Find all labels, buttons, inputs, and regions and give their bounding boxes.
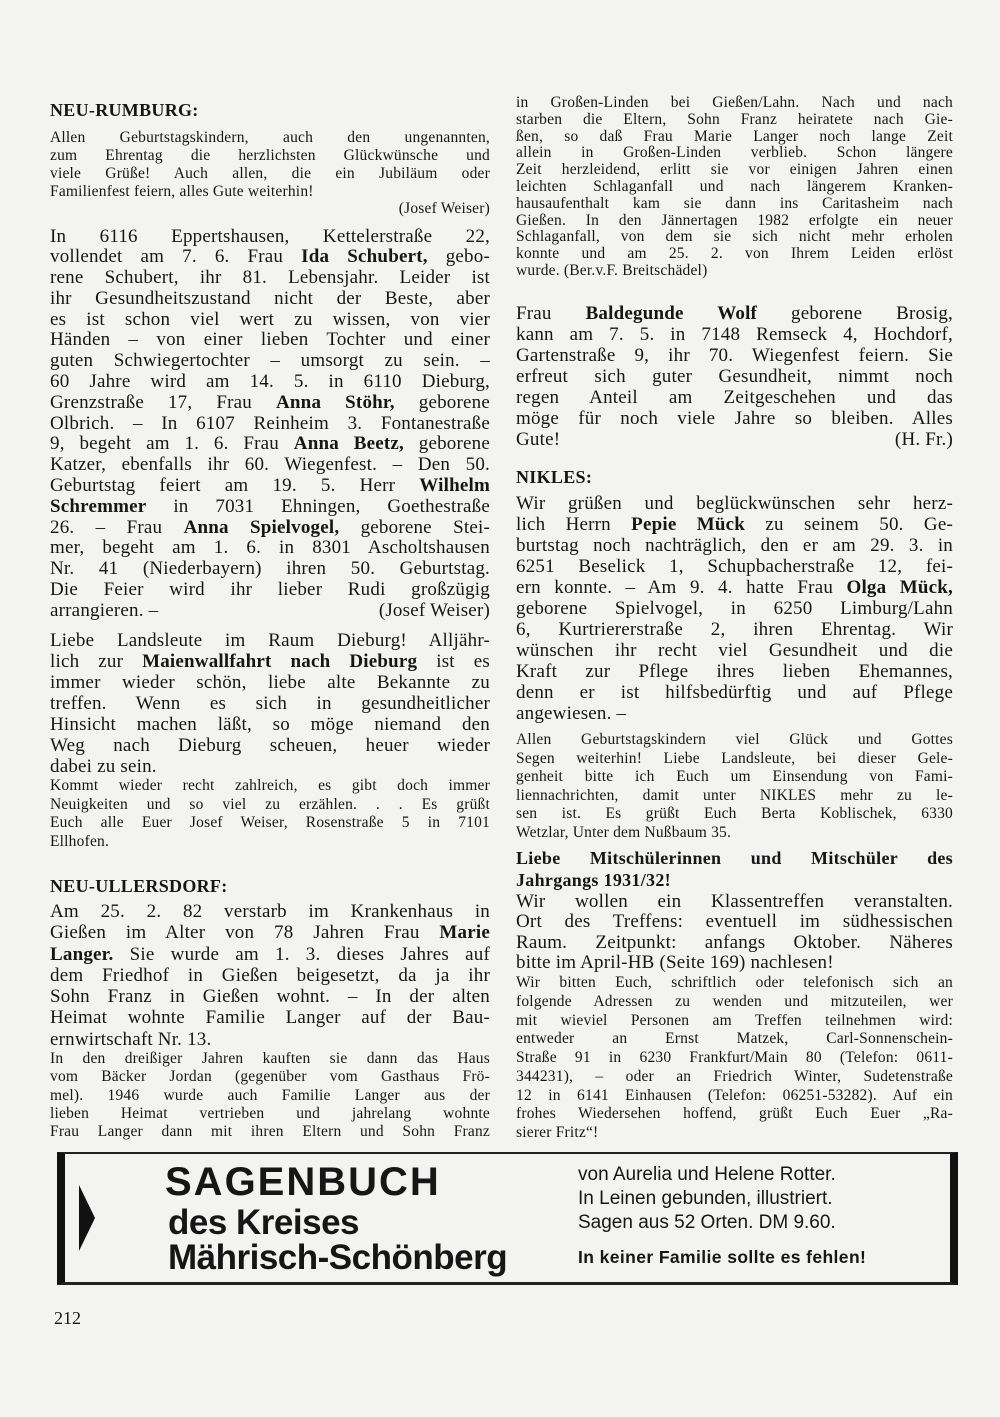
text-run: gebo- (427, 246, 490, 268)
text-line: Liebe Landsleute im Raum Dieburg! Alljähr- (50, 629, 490, 651)
text-line: 60 Jahre wird am 14. 5. in 6110 Dieburg, (50, 371, 490, 393)
text-line (50, 922, 490, 943)
bold-name: Langer. (50, 943, 114, 965)
text-line: Allen Geburtstagskindern, auch den ungenannten, (50, 129, 490, 146)
page-number: 212 (54, 1308, 81, 1328)
text-line: Schlaganfall, von dem sie sich nicht mehr erholen (516, 228, 953, 246)
text-line: genheit bitte ich Euch um Einsendung von Fami- (516, 768, 953, 786)
author-attribution: (H. Fr.) (894, 429, 953, 451)
text-line: entweder an Ernst Matzek, Carl-Sonnenschein- (516, 1030, 953, 1048)
text-line: in Großen-Linden bei Gießen/Lahn. Nach und nach (516, 94, 953, 111)
text-run: Gute! (516, 429, 561, 451)
text-line: burtstag noch nachträglich, den er am 29. 3. in (516, 534, 953, 556)
text-line: Wir wollen ein Klassentreffen veranstalten. (516, 891, 953, 912)
text-line: treffen. Wenn es sich in gesundheitlicher (50, 692, 490, 714)
bold-name: Ida Schubert, (301, 246, 428, 268)
text-line (50, 497, 490, 518)
birthday-announcements-paragraph (50, 227, 490, 622)
text-line: angewiesen. – (516, 702, 627, 724)
text-line: möge für noch viele Jahre so bleiben. Alles (516, 407, 953, 429)
text-run: lich Herrn (516, 513, 632, 535)
text-line: dabei zu sein. (50, 755, 157, 777)
text-line: Gartenstraße 9, ihr 70. Wiegenfest feiern. Sie (516, 344, 953, 366)
text-line (516, 303, 953, 324)
text-line: sen ist. Es grüßt Euch Berta Koblischek, 6330 (516, 805, 953, 823)
text-line: wurde. (Ber.v.F. Breitschädel) (516, 261, 708, 279)
text-line: NEU-ULLERSDORF: (50, 876, 228, 896)
text-line: Katzer, ebenfalls ihr 60. Wiegenfest. – Den 50. (50, 454, 490, 476)
text-line: Neuigkeiten und so viel zu erzählen. . . Es grüßt (50, 795, 490, 813)
birthday-greeting-paragraph (50, 129, 490, 201)
text-line: Sohn Franz in Gießen wohnt. – In der alten (50, 986, 490, 1008)
text-line: allein in Großen-Linden verblieb. Schon längere (516, 144, 953, 162)
text-line (50, 434, 490, 455)
bold-name: Baldegunde Wolf (585, 302, 758, 324)
section-heading-neu-ullersdorf (50, 876, 490, 896)
bold-name: Olga Mück, (846, 576, 953, 598)
text-line: Ort des Treffens: eventuell im südhessischen (516, 911, 953, 933)
text-line: Am 25. 2. 82 verstarb im Krankenhaus in (50, 901, 490, 922)
text-run: arrangieren. – (50, 599, 159, 621)
text-line: bitte im April-HB (Seite 169) nachlesen! (516, 951, 834, 973)
text-line: Jahrgangs 1931/32! (516, 870, 671, 890)
text-line (50, 518, 490, 539)
bold-name: Pepie Mück (631, 513, 746, 535)
text-line (50, 476, 490, 497)
text-line: 6251 Beselick 1, Schupbacherstraße 12, fei- (516, 555, 953, 577)
text-line: folgende Adressen zu wenden und mitzuteilen, wer (516, 992, 953, 1010)
text-line: dem Friedhof in Gießen beigesetzt, da ja ihr (50, 964, 490, 986)
obituary-continued-paragraph (50, 1050, 490, 1141)
text-line: mer, begeht am 1. 6. in 8301 Ascholtshausen (50, 537, 490, 559)
text-run: ern konnte. – Am 9. 4. hatte Frau (516, 576, 847, 598)
text-line (50, 393, 490, 414)
text-line: ihr Gesundheitszustand nicht der Beste, aber (50, 287, 490, 309)
text-line: kann am 7. 5. in 7148 Remseck 4, Hochdorf, (516, 323, 953, 345)
text-line: liennachrichten, damit unter NIKLES mehr zu le- (516, 786, 953, 804)
obituary-paragraph (50, 901, 490, 1050)
pilgrimage-paragraph (50, 630, 490, 777)
text-run: geborene (394, 391, 490, 413)
text-line (50, 601, 490, 622)
text-line: Zeit herzleidend, erlitt sie vor einigen Jahren einen (516, 161, 953, 179)
text-line: Allen Geburtstagskindern viel Glück und Gottes (516, 731, 953, 748)
bold-name: Maienwallfahrt nach Dieburg (142, 650, 418, 672)
text-line (516, 514, 953, 535)
nikles-greeting-paragraph (516, 731, 953, 843)
text-run: geborene Stei- (339, 516, 490, 538)
text-line: denn er ist hilfsbedürftig und auf Pflege (516, 681, 953, 703)
text-line: wünschen ihr recht viel Gesundheit und die (516, 639, 953, 661)
text-line: starben die Eltern, Sohn Franz heiratete nach Gie- (516, 110, 953, 128)
bold-name: Anna Beetz, (293, 433, 404, 455)
text-line (50, 247, 490, 268)
text-line: Familienfest feiern, alles Gute weiterhin! (50, 183, 314, 200)
text-run: Frau (516, 302, 586, 324)
text-line: In den dreißiger Jahren kauften sie dann das Haus (50, 1050, 490, 1067)
text-line: vom Bäcker Jordan (gegenüber vom Gasthaus Frö- (50, 1068, 490, 1086)
ad-info-line: von Aurelia und Helene Rotter. (578, 1164, 836, 1185)
text-run: in 7031 Ehningen, Goethestraße (146, 495, 490, 517)
text-line: Kraft zur Pflege ihres lieben Ehemannes, (516, 660, 953, 682)
text-run: ist es (417, 650, 490, 672)
bold-name: Marie (439, 922, 490, 944)
nikles-birthdays-paragraph (516, 493, 953, 724)
text-line: Euch alle Euer Josef Weiser, Rosenstraße 5 in 7101 (50, 814, 490, 832)
text-line: regen Anteil am Zeitgeschehen und das (516, 386, 953, 408)
author-signature (50, 200, 490, 218)
text-line: In 6116 Eppertshausen, Kettelerstraße 22, (50, 225, 490, 247)
ad-info-line: In Leinen gebunden, illustriert. (578, 1188, 833, 1209)
text-line: Die Feier wird ihr lieber Rudi großzügig (50, 579, 490, 601)
text-line: Wir grüßen und beglückwünschen sehr herz- (516, 492, 953, 514)
text-run: Gießen im Alter von 78 Jahren Frau (50, 922, 440, 944)
text-line (50, 651, 490, 672)
text-line: mit wieviel Personen am Treffen teilnehmen wird: (516, 1011, 953, 1029)
text-line: guten Schwiegertochter – umsorgt zu sein. – (50, 350, 490, 372)
text-line: frohes Wiedersehen hoffend, grüßt Euch Euer „Ra- (516, 1105, 953, 1123)
text-line: es ist schon viel wert zu wissen, von vier (50, 308, 490, 330)
bold-name: Anna Spielvogel, (183, 516, 340, 538)
text-line: Heimat wohnte Familie Langer auf der Bau- (50, 1007, 490, 1029)
section-heading-neu-rumburg (50, 100, 490, 120)
text-line: hausaufenthalt kam sie dann ins Caritasheim nach (516, 194, 953, 212)
text-line: Wir bitten Euch, schriftlich oder telefonisch sich an (516, 974, 953, 991)
obituary-continuation-paragraph (516, 95, 953, 280)
text-line: sierer Fritz“! (516, 1124, 599, 1141)
text-line: Weg nach Dieburg scheuen, heuer wieder (50, 734, 490, 756)
ad-info-line: Sagen aus 52 Orten. DM 9.60. (578, 1212, 836, 1233)
section-heading-nikles (516, 467, 953, 487)
class-reunion-heading (516, 847, 953, 891)
text-line: rene Schubert, ihr 81. Lebensjahr. Leider ist (50, 267, 490, 289)
text-run: vollendet am 7. 6. Frau (50, 246, 302, 268)
text-line: NEU-RUMBURG: (50, 100, 199, 120)
text-line: ernwirtschaft Nr. 13. (50, 1028, 212, 1050)
text-line: Olbrich. – In 6107 Reinheim 3. Fontanestraße (50, 412, 490, 434)
text-line: Segen weiterhin! Liebe Landsleute, bei dieser Gele- (516, 749, 953, 767)
text-run: geborene (403, 433, 491, 455)
author-attribution: (Josef Weiser) (378, 599, 490, 621)
text-line: 12 in 6141 Einhausen (Telefon: 06251-53282). Auf ein (516, 1086, 953, 1104)
text-run: Geburtstag feiert am 19. 5. Herr (50, 475, 420, 497)
class-reunion-paragraph (516, 892, 953, 973)
text-run: Sie wurde am 1. 3. dieses Jahres auf (113, 943, 490, 965)
text-line: Liebe Mitschülerinnen und Mitschüler des (516, 848, 953, 868)
class-reunion-contacts-paragraph (516, 974, 953, 1143)
text-line: Kommt wieder recht zahlreich, es gibt doch immer (50, 777, 490, 794)
text-line: Raum. Zeitpunkt: anfangs Oktober. Näheres (516, 931, 953, 953)
text-line (50, 200, 490, 218)
greeting-paragraph (50, 777, 490, 852)
birthday-wolf-paragraph (516, 303, 953, 451)
text-line: 344231), – oder an Friedrich Winter, Sudetenstraße (516, 1067, 953, 1085)
text-line: 6, Kurtriererstraße 2, ihren Ehrentag. Wir (516, 618, 953, 640)
ad-tagline: In keiner Familie sollte es fehlen! (578, 1247, 867, 1267)
text-run: geborene Brosig, (757, 302, 953, 324)
text-line (516, 429, 953, 450)
ad-subtitle: des Kreises (168, 1203, 360, 1242)
text-run: 26. – Frau (50, 516, 184, 538)
text-line: NIKLES: (516, 467, 593, 487)
text-line: Ellhofen. (50, 833, 110, 851)
text-line: ßen, so daß Frau Marie Langer noch lange Zeit (516, 127, 953, 145)
text-line (50, 944, 490, 965)
arrow-right-icon (79, 1185, 95, 1251)
text-line: leichten Schlaganfall und nach längerem Kranken- (516, 177, 953, 195)
text-line: Gießen. In den Jännertagen 1982 erfolgte ein neuer (516, 211, 953, 229)
text-line: lieben Heimat vertrieben und jahrelang wohnte (50, 1104, 490, 1122)
text-run: 9, begeht am 1. 6. Frau (50, 433, 294, 455)
text-line: immer wieder schön, liebe alte Bekannte zu (50, 671, 490, 693)
text-line: Wetzlar, Unter dem Nußbaum 35. (516, 823, 732, 841)
bold-name: Wilhelm (419, 475, 490, 497)
text-line: erfreut sich guter Gesundheit, nimmt noch (516, 365, 953, 387)
text-line: zum Ehrentag die herzlichsten Glückwünsche und (50, 147, 490, 164)
author-attribution: (Josef Weiser) (398, 200, 490, 217)
ad-info (578, 1163, 836, 1235)
text-run: lich zur (50, 650, 143, 672)
bold-name: Schremmer (50, 495, 147, 517)
text-line: mel). 1946 wurde auch Familie Langer aus der (50, 1086, 490, 1104)
text-line: viele Grüße! Auch allen, die ein Jubiläum oder (50, 165, 490, 182)
text-line: geborene Spielvogel, in 6250 Limburg/Lahn (516, 597, 953, 619)
text-run: Grenzstraße 17, Frau (50, 391, 276, 413)
text-line: Händen – von einer lieben Tochter und einer (50, 329, 490, 351)
text-line (516, 577, 953, 598)
ad-subtitle-region: Mährisch-Schönberg (168, 1238, 508, 1277)
ad-title: SAGENBUCH (165, 1160, 441, 1204)
text-line: konnte und am 25. 2. von Ihrem Leiden erlöst (516, 245, 953, 263)
bold-name: Anna Stöhr, (275, 391, 395, 413)
text-run: zu seinem 50. Ge- (745, 513, 953, 535)
text-line: Nr. 41 (Niederbayern) ihren 50. Geburtstag. (50, 558, 490, 580)
text-line: Straße 91 in 6230 Frankfurt/Main 80 (Telefon: 0611- (516, 1049, 953, 1066)
text-line: Frau Langer dann mit ihren Eltern und Sohn Franz (50, 1123, 490, 1141)
text-line: Hinsicht machen läßt, so möge niemand den (50, 713, 490, 735)
sagenbuch-advertisement (57, 1152, 958, 1285)
